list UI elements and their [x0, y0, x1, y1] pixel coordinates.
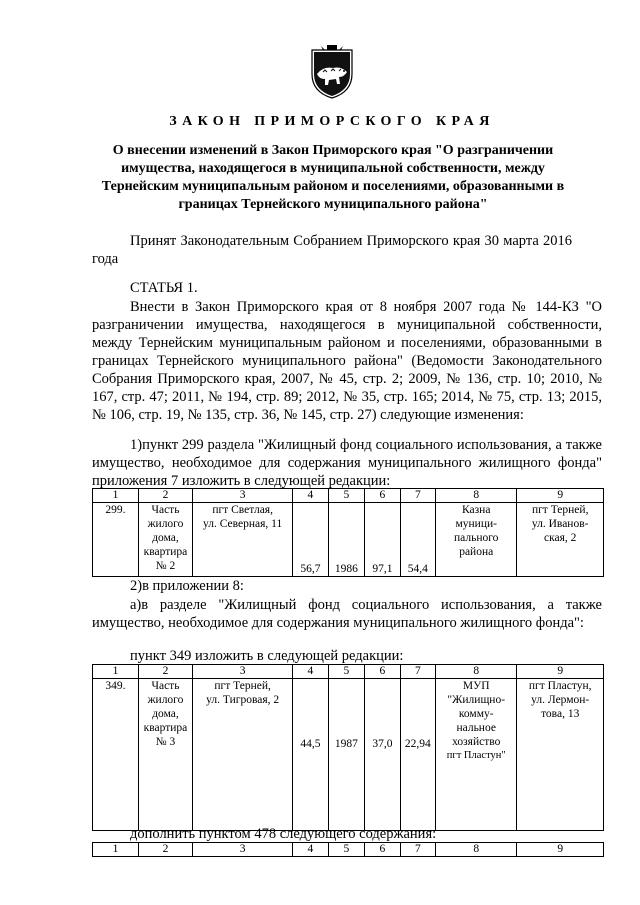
value-cell: 1986	[328, 503, 365, 577]
column-header: 5	[328, 843, 365, 857]
column-header: 7	[400, 489, 435, 503]
column-header: 6	[365, 665, 400, 679]
column-header: 7	[400, 843, 435, 857]
table-item-478	[92, 842, 604, 857]
object-address	[193, 503, 293, 577]
transfer-address-cell	[517, 679, 604, 831]
value-cell: 97,1	[365, 503, 400, 577]
column-header: 2	[138, 843, 192, 857]
column-header: 9	[517, 489, 604, 503]
supplement-paragraph: дополнить пунктом 478 следующего содержания:	[130, 826, 437, 842]
cell-line: пгт Светлая,	[212, 504, 273, 516]
law-title: ЗАКОН ПРИМОРСКОГО КРАЯ	[169, 114, 495, 129]
cell-line: пгт Пластун,	[528, 680, 592, 692]
table-row	[93, 503, 604, 577]
cell-line: жилого	[147, 518, 184, 530]
column-header: 6	[365, 843, 400, 857]
row-number: 349.	[93, 679, 139, 831]
object-address	[193, 679, 293, 831]
column-header: 1	[93, 489, 139, 503]
cell-line: МУП	[462, 680, 490, 692]
cell-line: комму-	[458, 708, 494, 720]
column-header: 4	[293, 489, 328, 503]
column-header: 4	[293, 843, 328, 857]
cell-line: дома,	[152, 708, 179, 720]
column-header: 8	[436, 665, 517, 679]
cell-line: това, 13	[541, 708, 580, 720]
column-header: 8	[436, 843, 517, 857]
column-header: 3	[193, 843, 293, 857]
table-item-349	[92, 664, 604, 831]
column-header: 7	[400, 665, 435, 679]
item-2-paragraph: 2)в приложении 8:	[130, 578, 244, 594]
value-cell: 56,7	[293, 503, 328, 577]
column-header: 5	[328, 489, 365, 503]
cell-line: № 2	[155, 560, 176, 572]
law-subtitle: О внесении изменений в Закон Приморского края "О разграничении имущества, находящегося в муниципальной собственности, между Тернейским муниципальным районом и поселениями, образованными в границах Тернейского муниципального района"	[101, 143, 565, 212]
adoption-note: Принят Законодательным Собранием Приморского края 30 марта 2016 года	[92, 233, 572, 267]
object-name	[138, 679, 192, 831]
item-2a-paragraph: а)в разделе "Жилищный фонд социального использования, а также имущество, необходимое для содержания муниципального жилищного фонда":	[92, 597, 602, 631]
cell-line: ская, 2	[543, 532, 577, 544]
column-header: 2	[138, 489, 192, 503]
column-header: 3	[193, 665, 293, 679]
cell-line: района	[459, 546, 494, 558]
object-name	[138, 503, 192, 577]
value-cell: 1987	[328, 679, 365, 831]
cell-line: Часть	[151, 504, 180, 516]
cell-line: квартира	[143, 546, 188, 558]
cell-line: "Жилищно-	[447, 694, 506, 706]
row-number: 299.	[93, 503, 139, 577]
cell-line: Казна	[462, 504, 491, 516]
article-heading: СТАТЬЯ 1.	[130, 280, 198, 296]
column-header: 9	[517, 843, 604, 857]
value-cell: 44,5	[293, 679, 328, 831]
cell-line: ул. Тигровая, 2	[206, 694, 280, 706]
table-row	[93, 679, 604, 831]
cell-line: жилого	[147, 694, 184, 706]
value-cell: 22,94	[400, 679, 435, 831]
item-2a-point: пункт 349 изложить в следующей редакции:	[130, 648, 404, 664]
cell-line: пгт Пластун"	[446, 750, 506, 761]
cell-line: пального	[454, 532, 499, 544]
holder-cell	[436, 503, 517, 577]
cell-line: № 3	[155, 736, 176, 748]
cell-line: пгт Терней,	[214, 680, 271, 692]
column-header: 1	[93, 665, 139, 679]
column-header: 9	[517, 665, 604, 679]
cell-line: квартира	[143, 722, 188, 734]
table-item-299	[92, 488, 604, 577]
cell-line: дома,	[152, 532, 179, 544]
item-1-paragraph: 1)пункт 299 раздела "Жилищный фонд социального использования, а также имущество, необходимое для содержания муниципального жилищного фонда" приложения 7 изложить в следующей редакции:	[92, 437, 602, 489]
column-header: 4	[293, 665, 328, 679]
cell-line: нальное	[456, 722, 496, 734]
column-header: 1	[93, 843, 139, 857]
holder-cell	[436, 679, 517, 831]
cell-line: пгт Терней,	[531, 504, 589, 516]
table-header-row	[93, 665, 604, 679]
cell-line: Часть	[151, 680, 180, 692]
cell-line: ул. Лермон-	[531, 694, 590, 706]
intro-paragraph: Внести в Закон Приморского края от 8 ноября 2007 года № 144-КЗ "О разграничении имущества, находящегося в муниципальной собственности, между Тернейским муниципальным районом и поселениями, образованными в границах Тернейского муниципального района" (Ведомости Законодательного Собрания Приморского края, 2007, № 45, стр. 2; 2009, № 136, стр. 10; 2010, № 167, стр. 47; 2011, № 194, стр. 89; 2012, № 35, стр. 165; 2014, № 75, стр. 13; 2015, № 106, стр. 19, № 135, стр. 36, № 145, стр. 27) следующие изменения:	[92, 299, 602, 423]
value-cell: 54,4	[400, 503, 435, 577]
value-cell: 37,0	[365, 679, 400, 831]
coat-of-arms-icon	[309, 44, 355, 100]
column-header: 6	[365, 489, 400, 503]
column-header: 3	[193, 489, 293, 503]
cell-line: хозяйство	[452, 736, 501, 748]
cell-line: муници-	[455, 518, 497, 530]
cell-line: ул. Северная, 11	[203, 518, 283, 530]
transfer-address-cell	[517, 503, 604, 577]
column-header: 2	[138, 665, 192, 679]
column-header: 5	[328, 665, 365, 679]
table-header-row	[93, 843, 604, 857]
table-header-row	[93, 489, 604, 503]
column-header: 8	[436, 489, 517, 503]
cell-line: ул. Иванов-	[531, 518, 589, 530]
